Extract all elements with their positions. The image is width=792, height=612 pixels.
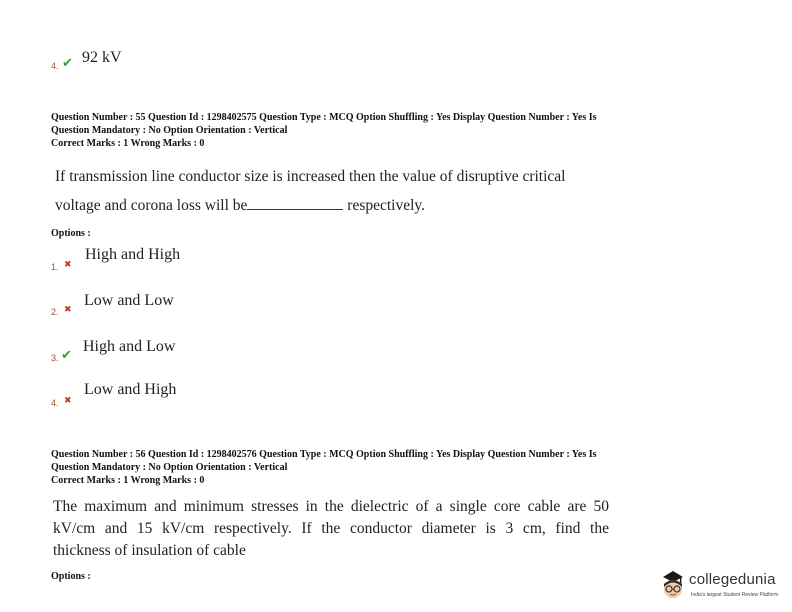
collegedunia-logo xyxy=(660,566,788,606)
q55-meta-line2: Question Mandatory : No Option Orientation : Vertical xyxy=(51,125,288,136)
q55-option-2-text: Low and Low xyxy=(84,292,174,309)
q56-text-line3: thickness of insulation of cable xyxy=(53,542,246,559)
q56-options-label: Options : xyxy=(51,571,91,582)
q55-marks: Correct Marks : 1 Wrong Marks : 0 xyxy=(51,138,205,149)
q56-meta-line2: Question Mandatory : No Option Orientation : Vertical xyxy=(51,462,288,473)
check-icon: ✔ xyxy=(61,348,72,363)
q55-meta-line1: Question Number : 55 Question Id : 1298402575 Question Type : MCQ Option Shuffling : Yes Display Question Number : Yes Is xyxy=(51,112,597,123)
logo-tagline: India's largest Student Review Platform xyxy=(691,592,779,598)
q55-option-1-number: 1. xyxy=(51,262,59,272)
prev-option-number: 4. xyxy=(51,61,59,71)
q56-text-line2: kV/cm and 15 kV/cm respectively. If the conductor diameter is 3 cm, find the xyxy=(53,520,609,537)
answer-blank xyxy=(247,197,343,210)
prev-option-text: 92 kV xyxy=(82,49,122,66)
q56-meta-line1: Question Number : 56 Question Id : 1298402576 Question Type : MCQ Option Shuffling : Yes Display Question Number : Yes Is xyxy=(51,449,597,460)
q55-option-4-number: 4. xyxy=(51,398,59,408)
q55-text-line2a: voltage and corona loss will be xyxy=(55,197,248,214)
logo-brand: collegedunia xyxy=(689,571,776,588)
logo-mascot-icon xyxy=(660,568,686,600)
q55-text-line2 xyxy=(55,197,425,215)
q55-option-3-number: 3. xyxy=(51,353,59,363)
q56-meta xyxy=(51,448,731,487)
q55-options-label: Options : xyxy=(51,228,91,239)
cross-icon: ✖ xyxy=(64,305,72,315)
q55-meta xyxy=(51,111,731,150)
q55-option-3-text: High and Low xyxy=(83,338,176,355)
q55-text-line1: If transmission line conductor size is increased then the value of disruptive critical xyxy=(55,168,566,185)
q55-text-line2b: respectively. xyxy=(347,197,426,214)
q55-option-2-number: 2. xyxy=(51,307,59,317)
q55-option-1-text: High and High xyxy=(85,246,181,263)
q55-option-4-text: Low and High xyxy=(84,381,177,398)
cross-icon: ✖ xyxy=(64,260,72,270)
q56-text-line1: The maximum and minimum stresses in the dielectric of a single core cable are 50 xyxy=(53,498,609,515)
q56-marks: Correct Marks : 1 Wrong Marks : 0 xyxy=(51,475,205,486)
cross-icon: ✖ xyxy=(64,396,72,406)
check-icon: ✔ xyxy=(62,56,73,71)
